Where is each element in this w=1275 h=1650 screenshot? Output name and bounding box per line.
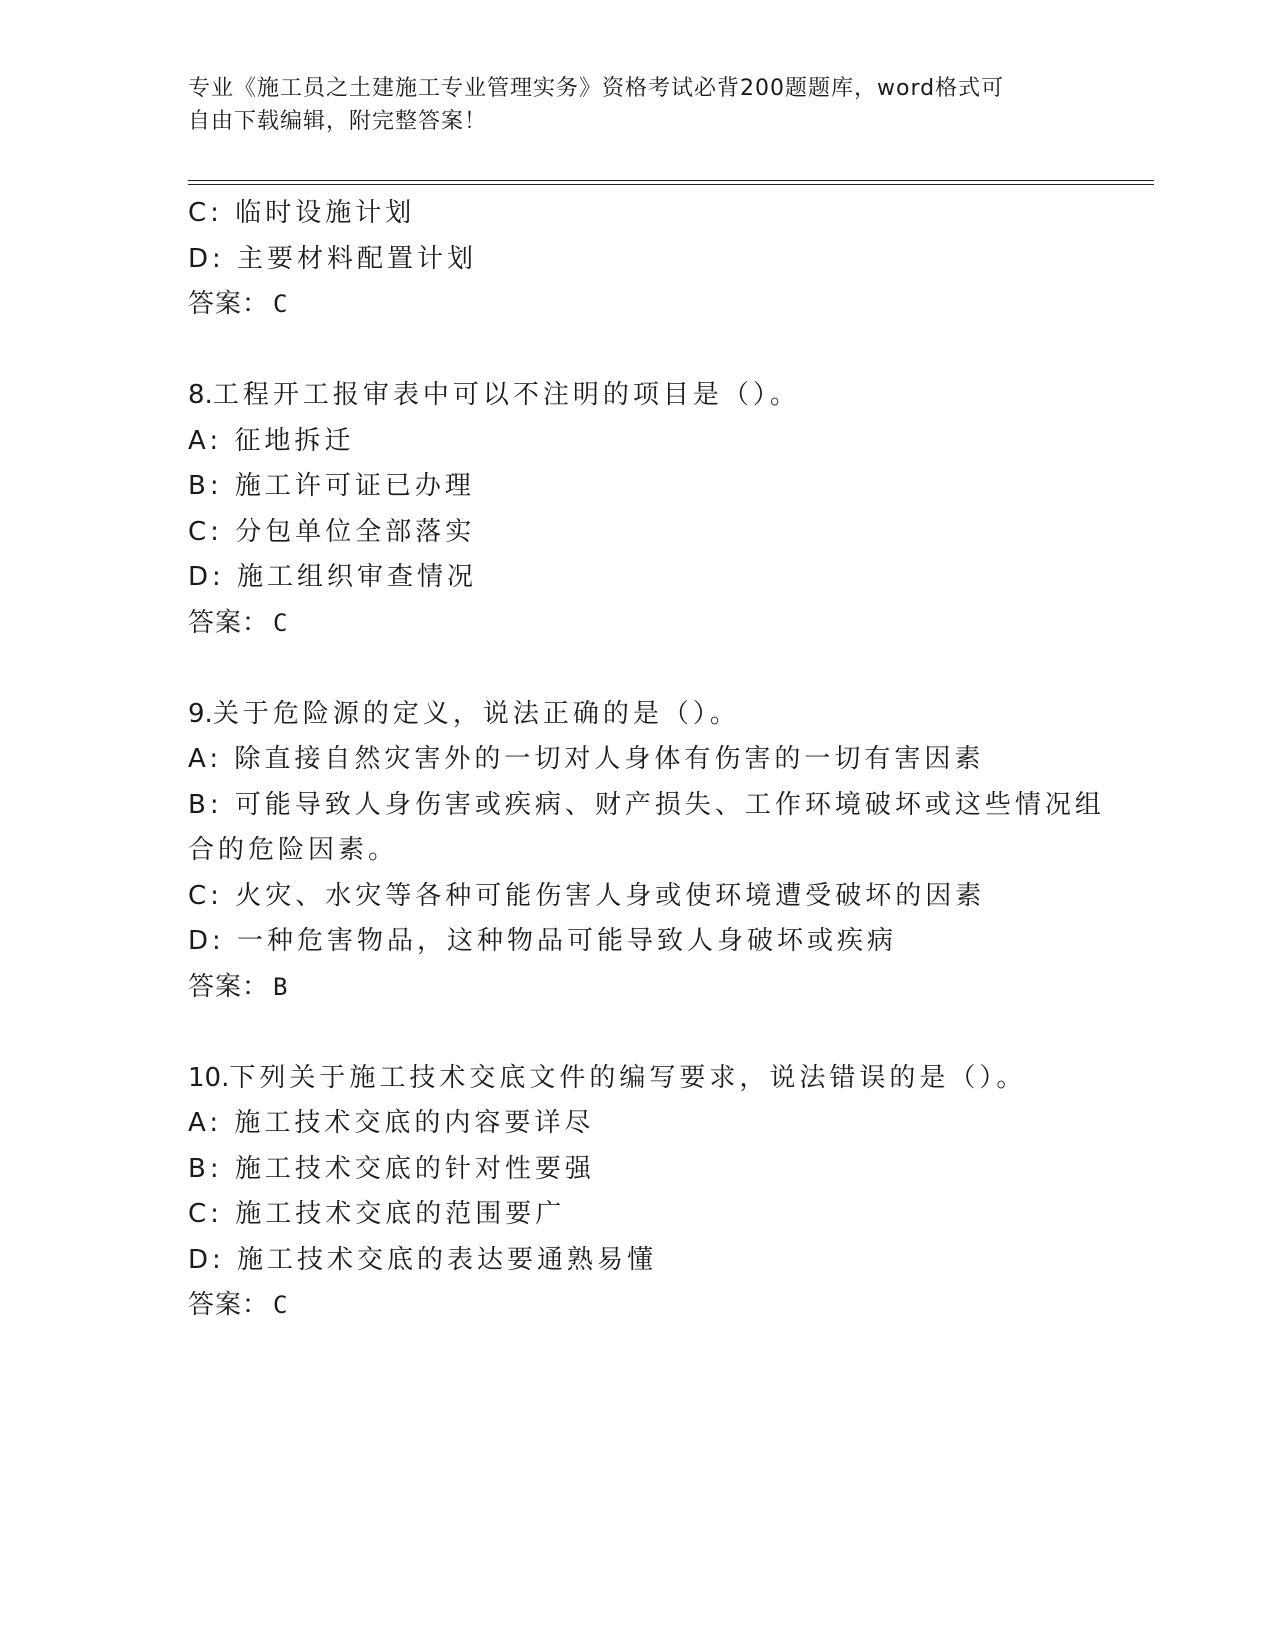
question-text: 工程开工报审表中可以不注明的项目是（）。 [212,380,800,410]
option-text: 主要材料配置计划 [237,243,478,274]
answer-value: C [273,290,289,318]
question-stem [188,692,1088,738]
option-letter: C: [188,516,223,547]
option-letter: B: [188,789,223,820]
option-letter: A: [188,744,223,774]
option-letter: D: [188,926,225,956]
question-text: 关于危险源的定义，说法正确的是（）。 [212,698,740,729]
document-header [188,72,1088,138]
option-text: 除直接自然灾害外的一切对人身体有伤害的一切有害因素 [234,744,985,774]
answer-value: C [273,1291,289,1319]
question-stem [188,1056,1088,1102]
option-line [188,555,1088,601]
answer-line [188,282,1088,328]
option-text: 施工技术交底的针对性要强 [234,1153,595,1184]
question-number: 10. [188,1062,230,1093]
option-text: 临时设施计划 [235,198,416,228]
answer-label: 答案： [188,607,270,638]
option-text: 施工技术交底的范围要广 [235,1199,566,1229]
option-line [188,1192,1088,1238]
answer-line [188,601,1088,647]
header-rule-top [188,180,1154,181]
option-line [188,783,1105,829]
question-number: 9. [188,698,213,729]
option-text: 施工许可证已办理 [234,471,475,501]
option-letter: C: [188,198,223,228]
answer-label: 答案： [188,1290,270,1320]
question-number: 8. [188,380,213,410]
answer-value: C [273,608,289,637]
option-line [188,464,1088,510]
option-text-continued: 合的危险因素。 [188,835,399,865]
option-text: 可能导致人身伤害或疾病、财产损失、工作环境破坏或这些情况组 [234,789,1105,820]
option-text: 施工组织审查情况 [237,562,478,592]
option-letter: B: [188,1153,223,1184]
option-continuation [188,828,1088,874]
answer-label: 答案： [188,289,270,319]
option-line [188,191,1088,237]
option-line [188,1101,1088,1147]
answer-label: 答案： [188,971,270,1002]
option-line [188,419,1088,465]
option-line [188,1238,1088,1284]
answer-value: B [273,972,289,1001]
option-letter: D: [188,1244,225,1275]
option-line [188,874,1088,920]
option-text: 征地拆迁 [234,425,355,456]
option-line [188,919,1088,965]
option-letter: A: [188,1108,223,1138]
option-letter: D: [188,243,225,274]
option-text: 一种危害物品，这种物品可能导致人身破坏或疾病 [237,926,898,956]
option-letter: C: [188,880,223,911]
option-line [188,237,1088,283]
header-line-1: 专业《施工员之土建施工专业管理实务》资格考试必背200题题库，word格式可 [188,76,1005,101]
header-rule-bottom [188,184,1154,185]
option-line [188,510,1088,556]
option-text: 施工技术交底的内容要详尽 [234,1108,595,1138]
document-body [188,191,1105,1329]
question-10 [188,1056,1088,1329]
option-line [188,1147,1088,1193]
header-line-2: 自由下载编辑，附完整答案！ [188,109,488,134]
question-9 [188,692,1105,1011]
option-text: 施工技术交底的表达要通熟易懂 [237,1244,658,1275]
question-stem [188,373,1088,419]
carryover-block [188,191,1088,328]
option-text: 分包单位全部落实 [235,516,476,547]
option-line [188,737,1088,783]
question-text: 下列关于施工技术交底文件的编写要求，说法错误的是（）。 [229,1062,1027,1093]
option-text: 火灾、水灾等各种可能伤害人身或使环境遭受破坏的因素 [235,880,986,911]
option-letter: D: [188,562,225,592]
answer-line [188,965,1088,1011]
question-8 [188,373,1088,646]
option-letter: B: [188,471,223,501]
option-letter: C: [188,1199,223,1229]
option-letter: A: [188,425,223,456]
answer-line [188,1283,1088,1329]
